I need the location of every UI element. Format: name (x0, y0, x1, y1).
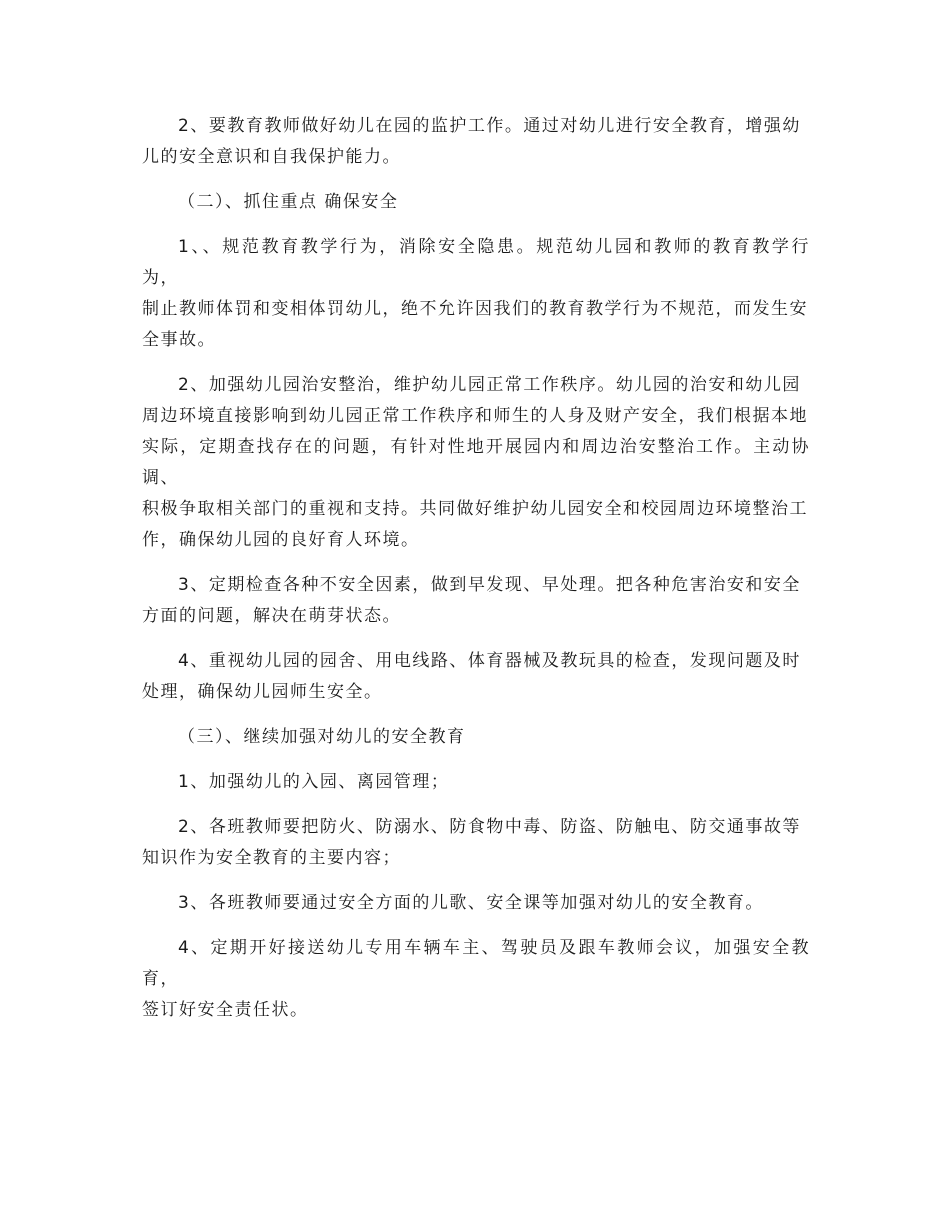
document-body (142, 111, 810, 1040)
paragraph-security-order (142, 370, 810, 556)
paragraph-guardianship (142, 111, 810, 173)
section-heading-2 (142, 187, 810, 218)
paragraph-songs-lessons (142, 888, 810, 919)
paragraph-arrival-departure (142, 767, 810, 798)
paragraph-teaching-conduct (142, 232, 810, 356)
paragraph-line: 2、各班教师要把防火、防溺水、防食物中毒、防盗、防触电、防交通事故等 (178, 817, 801, 837)
paragraph-line: 儿的安全意识和自我保护能力。 (142, 147, 401, 167)
paragraph-line: 3、定期检查各种不安全因素，做到早发现、早处理。把各种危害治安和安全 (178, 575, 801, 595)
paragraph-line: 2、加强幼儿园治安整治，维护幼儿园正常工作秩序。幼儿园的治安和幼儿园 (178, 375, 801, 395)
paragraph-line: 周边环境直接影响到幼儿园正常工作秩序和师生的人身及财产安全，我们根据本地 (142, 406, 808, 426)
paragraph-line: 知识作为安全教育的主要内容； (142, 848, 401, 868)
paragraph-line: 签订好安全责任状。 (142, 1000, 309, 1020)
paragraph-hazard-checks (142, 570, 810, 632)
paragraph-vehicle-meetings (142, 933, 810, 1026)
paragraph-line: 实际，定期查找存在的问题，有针对性地开展园内和周边治安整治工作。主动协调、 (142, 437, 810, 488)
paragraph-line: 4、重视幼儿园的园舍、用电线路、体育器械及教玩具的检查，发现问题及时 (178, 651, 801, 671)
paragraph-line: 制止教师体罚和变相体罚幼儿，绝不允许因我们的教育教学行为不规范，而发生安 (142, 299, 808, 319)
paragraph-line: 处理，确保幼儿园师生安全。 (142, 682, 383, 702)
paragraph-line: 作，确保幼儿园的良好育人环境。 (142, 530, 420, 550)
paragraph-line: 积极争取相关部门的重视和支持。共同做好维护幼儿园安全和校园周边环境整治工 (142, 499, 808, 519)
paragraph-line: 全事故。 (142, 330, 216, 350)
paragraph-line: 2、要教育教师做好幼儿在园的监护工作。通过对幼儿进行安全教育，增强幼 (178, 116, 801, 136)
paragraph-facility-inspection (142, 646, 810, 708)
section-heading-text: （三）、继续加强对幼儿的安全教育 (178, 727, 466, 747)
paragraph-line: 4、定期开好接送幼儿专用车辆车主、驾驶员及跟车教师会议，加强安全教育， (142, 938, 810, 989)
paragraph-line: 方面的问题，解决在萌芽状态。 (142, 606, 401, 626)
paragraph-line: 3、各班教师要通过安全方面的儿歌、安全课等加强对幼儿的安全教育。 (178, 893, 764, 913)
paragraph-line: 1、加强幼儿的入园、离园管理； (178, 772, 450, 792)
paragraph-safety-topics (142, 812, 810, 874)
paragraph-line: 1、、规范教育教学行为，消除安全隐患。规范幼儿园和教师的教育教学行为， (142, 237, 810, 288)
section-heading-3 (142, 722, 810, 753)
section-heading-text: （二）、抓住重点 确保安全 (178, 192, 399, 212)
